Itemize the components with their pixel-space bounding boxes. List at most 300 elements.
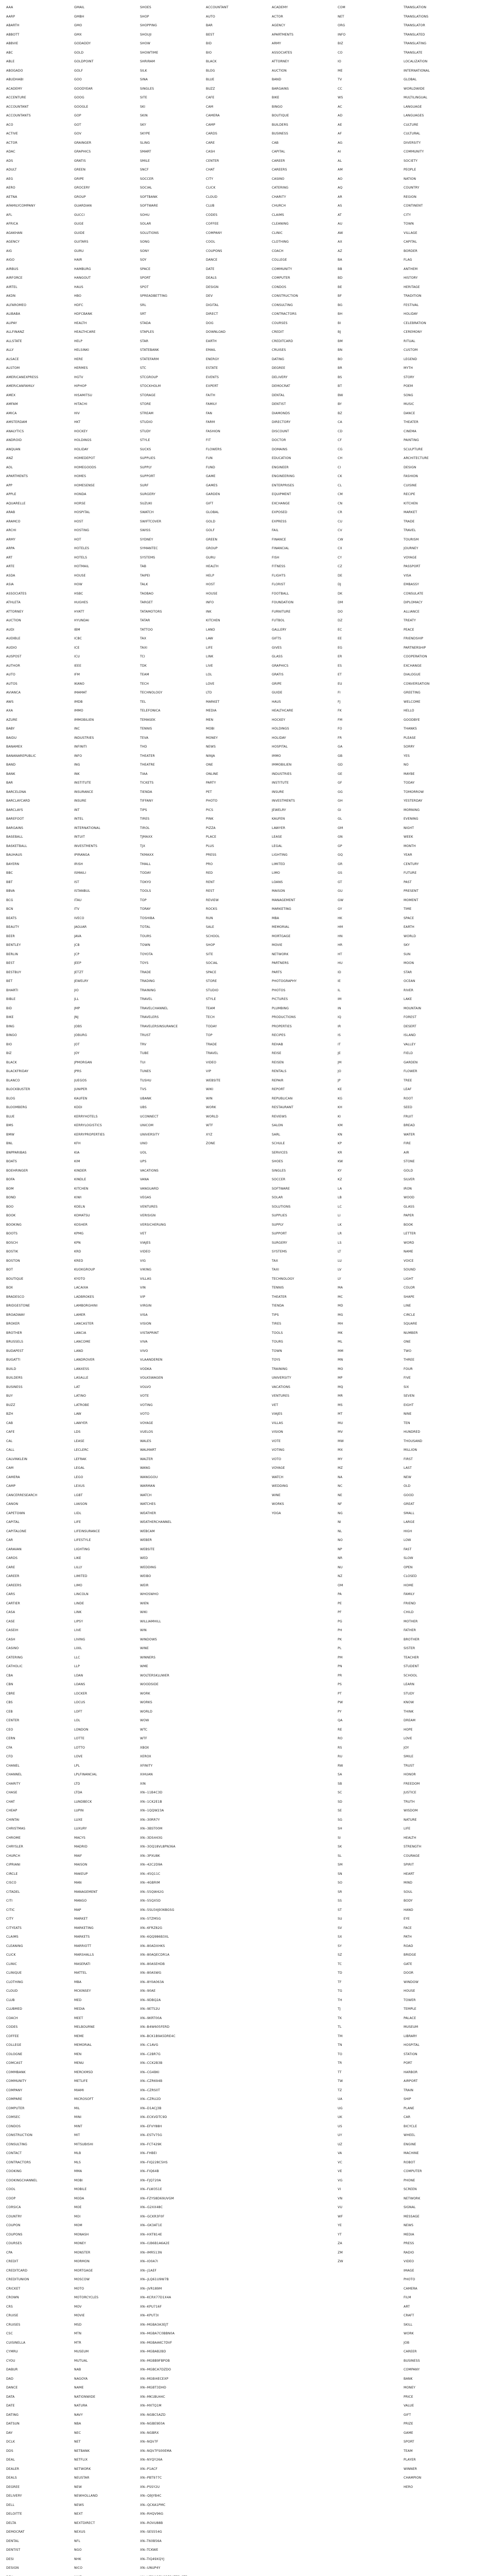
word-cell: STORY <box>404 375 414 379</box>
word-cell <box>272 2510 333 2519</box>
word-cell: COM <box>338 6 345 9</box>
word-cell: EXPERT <box>206 384 219 388</box>
word-cell: CZ <box>338 565 342 568</box>
word-cell: CAPITAL <box>272 150 285 154</box>
word-cell: LONDON <box>74 1727 89 1732</box>
word-cell: NUMBER <box>404 1331 418 1335</box>
word-cell: HOME <box>404 1583 414 1587</box>
word-cell: SURGERY <box>272 1241 287 1245</box>
word-cell <box>206 2501 267 2510</box>
word-cell: CAR <box>6 1538 13 1542</box>
word-cell <box>272 1896 333 1906</box>
word-cell: BOND <box>6 1196 16 1199</box>
word-cell: FURNITURE <box>272 609 291 614</box>
word-cell: AMFAM <box>6 402 18 406</box>
word-cell: JLL <box>74 997 79 1001</box>
word-cell: ENGINEERING <box>272 474 295 478</box>
word-cell: MACYS <box>74 1836 85 1840</box>
word-cell: MAKEUP <box>74 1872 88 1876</box>
word-cell: BNPPARIBAS <box>6 1150 27 1155</box>
word-cell: CARTIER <box>6 1601 20 1605</box>
word-cell: LPLFINANCIAL <box>74 1773 97 1776</box>
word-cell: XYZ <box>206 1132 213 1137</box>
word-cell: CASEIH <box>6 1629 19 1632</box>
word-cell: TECH <box>140 682 149 686</box>
word-cell: LTDA <box>74 1791 82 1794</box>
word-cell: AUTO <box>206 14 215 19</box>
word-cell: XN--P1ACF <box>140 2467 158 2471</box>
word-cell <box>206 1518 267 1527</box>
word-cell <box>338 2564 398 2573</box>
word-cell: VI <box>338 2188 341 2191</box>
word-cell: VERSICHERUNG <box>140 1223 166 1227</box>
word-cell: SLOW <box>404 1556 413 1560</box>
word-cell: VOTING <box>140 1403 153 1407</box>
word-cell: RENT <box>206 880 215 884</box>
word-cell: AMEX <box>6 393 16 397</box>
word-cell <box>272 2546 333 2555</box>
word-cell: RUN <box>206 916 213 920</box>
word-cell: DJ <box>338 583 341 586</box>
word-cell: LIGHTING <box>74 1547 90 1551</box>
word-cell: WME <box>140 1665 148 1668</box>
word-cell: DEMOCRAT <box>272 384 290 388</box>
word-cell: COMMUNITY <box>272 267 292 271</box>
word-cell: VACATIONS <box>140 1168 159 1173</box>
word-cell: THEATER <box>140 754 155 758</box>
word-cell: CAREER <box>6 1574 20 1578</box>
word-cell: AIRBUS <box>6 267 19 271</box>
word-cell: SHOP <box>206 943 215 947</box>
word-cell: CV <box>338 529 342 532</box>
word-cell: XN--FIQ64B <box>140 2170 159 2173</box>
word-cell: XN--45Q11C <box>140 1872 161 1876</box>
word-cell: STCGROUP <box>140 375 158 379</box>
word-cell: VG <box>338 2178 343 2182</box>
word-cell: MEET <box>74 2016 83 2020</box>
word-cell: SL <box>338 1854 342 1858</box>
word-cell: TODAY <box>140 871 151 875</box>
word-cell: DZ <box>338 619 343 622</box>
word-cell: DATING <box>272 357 285 361</box>
word-cell: KP <box>338 1142 342 1145</box>
word-cell: LOVE <box>206 682 215 686</box>
word-cell <box>272 1951 333 1960</box>
word-cell: METLIFE <box>74 2079 88 2083</box>
word-cell: XN--TCKWE <box>140 2548 159 2552</box>
word-cell: SMART <box>140 150 151 154</box>
word-cell: INSURANCE <box>74 790 93 794</box>
word-cell: DIRECT <box>206 312 218 316</box>
word-cell: SOCIETY <box>404 159 418 163</box>
word-cell: KM <box>338 1124 343 1127</box>
word-cell: COFFEE <box>206 222 219 226</box>
word-cell: GRAPHICS <box>74 150 91 154</box>
word-cell: GL <box>338 817 342 821</box>
word-cell: FINANCIAL <box>272 547 289 550</box>
word-cell <box>272 1608 333 1617</box>
word-cell: GURU <box>206 555 216 560</box>
word-cell <box>404 2501 464 2510</box>
word-cell: XN--ESTV75G <box>140 2133 162 2137</box>
word-cell: XN--CG4BKI <box>140 2070 160 2074</box>
word-cell: DO <box>338 609 343 614</box>
word-cell <box>272 2068 333 2077</box>
word-cell: EU <box>338 682 342 686</box>
word-cell: UNIVERSITY <box>140 1132 160 1137</box>
word-cell <box>206 1671 267 1681</box>
word-cell <box>272 1906 333 1915</box>
word-cell: VEGAS <box>140 1196 151 1199</box>
word-cell: MOON <box>404 961 414 965</box>
word-cell: DENTIST <box>6 2548 21 2552</box>
word-cell: BESTBUY <box>6 970 22 974</box>
word-cell: TRAVEL <box>206 1052 218 1055</box>
word-cell: LEAF <box>404 1088 412 1091</box>
word-cell: ANTHEM <box>404 267 418 271</box>
word-cell: INVESTMENTS <box>272 799 295 803</box>
word-cell: MQ <box>338 1385 343 1389</box>
word-cell: VISION <box>140 1322 151 1326</box>
word-cell: STUDENT <box>404 1665 420 1668</box>
word-cell: CBA <box>6 1673 13 1677</box>
word-cell: TRAVELERS <box>140 1015 159 1019</box>
word-cell: PINK <box>206 817 214 821</box>
word-cell: TEAM <box>206 1006 215 1010</box>
word-cell: KERRYPROPERTIES <box>74 1132 105 1137</box>
word-cell: CHINTAI <box>6 1818 20 1822</box>
word-cell: MOV <box>74 2304 82 2309</box>
word-cell <box>272 2555 333 2564</box>
word-cell: BERLIN <box>6 952 18 956</box>
word-cell: CLEANING <box>6 1944 23 1948</box>
word-cell <box>206 1545 267 1554</box>
word-cell: SILK <box>140 69 147 73</box>
word-cell <box>206 1716 267 1725</box>
word-cell <box>338 2293 398 2302</box>
word-cell: MUTUAL <box>74 2359 88 2363</box>
word-cell: JOBS <box>74 1024 82 1028</box>
word-cell: TRANSLATE <box>404 50 423 55</box>
word-cell: HEALTH <box>206 565 219 568</box>
word-cell: LEXUS <box>74 1484 85 1488</box>
word-cell: AKDN <box>6 294 16 298</box>
word-cell: WORLD <box>206 1114 218 1118</box>
word-cell <box>206 1221 267 1230</box>
word-cell: WF <box>338 2214 343 2218</box>
word-cell: TAXI <box>140 646 147 650</box>
word-cell <box>206 2050 267 2059</box>
word-cell <box>338 2401 398 2411</box>
word-cell <box>404 2528 464 2537</box>
word-cell: PIZZA <box>206 826 216 830</box>
word-cell: TF <box>338 1980 342 1984</box>
word-cell: GRIPE <box>272 682 282 686</box>
word-cell: CANON <box>6 1502 19 1506</box>
word-cell: NETWORK <box>74 2467 91 2471</box>
word-cell: BOFA <box>6 1178 15 1181</box>
word-cell: TUI <box>140 1060 146 1064</box>
word-cell: CO <box>338 50 343 55</box>
word-cell: RENTALS <box>272 1070 287 1073</box>
word-cell: ESTATE <box>206 366 218 370</box>
word-cell: TENNIS <box>140 727 152 731</box>
word-cell: ENGINEER <box>272 465 289 469</box>
word-cell: BUILDERS <box>6 1376 23 1380</box>
word-cell: AQUARELLE <box>6 501 26 505</box>
word-cell: HORSE <box>74 501 86 505</box>
word-cell: LACAIXA <box>74 1286 89 1290</box>
word-cell: SOLAR <box>272 1196 283 1199</box>
word-cell: GUGE <box>74 222 84 226</box>
word-cell <box>272 2293 333 2302</box>
word-cell <box>206 1924 267 1933</box>
word-cell: ALSACE <box>6 357 19 361</box>
word-cell: BROADWAY <box>6 1313 25 1317</box>
word-cell: KNOW <box>404 1701 414 1704</box>
word-cell: WEIBO <box>140 1574 151 1578</box>
word-cell: BG <box>338 303 343 307</box>
word-cell: XEROX <box>140 1755 151 1758</box>
word-cell: NET <box>74 2440 81 2444</box>
word-cell: CEO <box>6 1727 13 1732</box>
word-cell: JOY <box>74 1052 80 1055</box>
word-cell: MOMENT <box>404 898 419 902</box>
word-cell: NINE <box>404 1412 412 1416</box>
word-cell: WIEN <box>140 1601 149 1605</box>
word-cell: AUDI <box>6 628 14 632</box>
word-cell: KIM <box>74 1160 80 1163</box>
word-cell: YEAR <box>404 853 412 857</box>
word-cell: HOUSE <box>404 1989 415 1993</box>
word-cell: NO <box>404 763 409 767</box>
word-cell: DATA <box>6 2395 15 2399</box>
word-cell: HYUNDAI <box>74 619 90 622</box>
word-cell: CHAMPION <box>404 2476 422 2480</box>
word-cell: BW <box>338 393 343 397</box>
word-cell: KPMG <box>74 1232 84 1235</box>
word-cell: ISTANBUL <box>74 889 90 893</box>
word-cell: ICBC <box>74 637 82 640</box>
word-cell: HOST <box>74 519 83 523</box>
word-cell: TECHNOLOGY <box>140 691 163 694</box>
word-cell: CERN <box>6 1737 15 1740</box>
word-cell: GIVES <box>272 646 282 650</box>
word-cell: INDUSTRIES <box>74 736 94 740</box>
word-cell: SPACE <box>140 267 151 271</box>
word-cell: DIPLOMACY <box>404 601 423 604</box>
word-cell <box>272 2275 333 2284</box>
word-cell: GUIDE <box>272 691 283 694</box>
word-cell: BROTHER <box>6 1331 22 1335</box>
word-cell <box>206 1536 267 1545</box>
word-cell: CUSTOM <box>404 348 418 352</box>
word-cell: ALLSTATE <box>6 339 22 343</box>
word-cell: ENGINE <box>404 2142 416 2146</box>
word-cell: TIME <box>404 907 412 911</box>
word-cell: DENTAL <box>6 2539 19 2543</box>
word-cell: MESSAGE <box>404 2214 420 2218</box>
word-cell: CITY <box>206 177 214 181</box>
word-cell: VOTING <box>272 1448 285 1452</box>
word-cell <box>272 2032 333 2041</box>
word-cell <box>206 1319 267 1329</box>
word-cell: GOT <box>74 123 81 127</box>
word-cell: ISMAILI <box>74 871 86 875</box>
word-cell: CFA <box>6 1745 12 1750</box>
word-cell: BUILDERS <box>272 123 288 127</box>
word-cell <box>206 1148 267 1158</box>
word-cell: HOSPITAL <box>74 511 90 514</box>
word-cell: EXCHANGE <box>272 501 290 505</box>
word-cell: HEART <box>404 1872 414 1876</box>
word-cell: TRANSLATOR <box>404 24 425 27</box>
word-cell: MOVIE <box>74 2314 85 2317</box>
word-cell: XN--CZRU2D <box>140 2097 161 2101</box>
word-cell: KERRYHOTELS <box>74 1114 98 1118</box>
word-cell: LEGO <box>74 1475 83 1479</box>
word-cell: INFO <box>74 754 82 758</box>
word-cell: DAD <box>6 2377 13 2381</box>
word-cell: KYOTO <box>74 1277 85 1281</box>
word-cell: KI <box>338 1114 341 1118</box>
word-cell: UBANK <box>140 1096 152 1100</box>
word-cell: CONVERSATION <box>404 682 430 686</box>
word-cell: XN--IMR513N <box>140 2250 162 2255</box>
word-cell <box>206 2059 267 2068</box>
word-cell: SD <box>338 1800 342 1804</box>
word-cell: STORE <box>140 402 151 406</box>
word-cell <box>206 1743 267 1753</box>
word-cell <box>272 2113 333 2122</box>
word-cell: TT <box>338 2070 342 2074</box>
word-cell: KRED <box>74 1259 83 1263</box>
word-cell: NFL <box>74 2539 80 2543</box>
word-cell <box>338 2483 398 2492</box>
word-cell: XN--9ET52U <box>140 2007 160 2011</box>
word-cell: MONEY <box>206 736 218 740</box>
word-cell: VOTE <box>272 1439 281 1443</box>
word-cell <box>206 1527 267 1536</box>
word-cell <box>206 1283 267 1293</box>
word-cell: MERCKMSD <box>74 2070 93 2074</box>
word-cell: TWO <box>404 1349 412 1353</box>
word-cell: HBO <box>74 294 81 298</box>
word-cell: BLOG <box>206 69 215 73</box>
word-cell: ER <box>338 655 342 658</box>
word-cell: TRANSLATED <box>404 32 425 37</box>
word-cell: ALIPAY <box>6 321 17 325</box>
word-cell: ST <box>338 1908 342 1912</box>
word-cell <box>272 2284 333 2294</box>
word-cell: FIRST <box>404 1457 413 1461</box>
word-cell: CONDOS <box>6 2124 21 2128</box>
word-cell: ABUDHABI <box>6 78 24 81</box>
word-cell: MAP <box>74 1908 81 1912</box>
word-cell: XN--MGBB9FBPOB <box>140 2359 170 2363</box>
word-cell: DOCTOR <box>272 438 286 442</box>
word-cell: SO <box>338 1881 342 1885</box>
word-cell: BMS <box>6 1124 13 1127</box>
word-cell <box>206 1842 267 1852</box>
word-cell <box>272 2429 333 2438</box>
word-cell <box>140 2573 201 2576</box>
word-cell: MOSCOW <box>74 2278 90 2281</box>
word-cell: TOOLS <box>140 889 151 893</box>
word-cell: AT <box>338 213 342 217</box>
word-cell: BANK <box>404 2377 413 2381</box>
word-cell: BBC <box>6 871 13 875</box>
word-cell: NZ <box>338 1574 343 1578</box>
word-cell <box>206 2393 267 2402</box>
word-cell: SINGLES <box>272 1168 286 1173</box>
word-cell: CAPITALONE <box>6 1529 27 1533</box>
word-cell: FAST <box>404 1547 412 1551</box>
word-cell: CAFE <box>206 96 215 99</box>
word-cell: AEG <box>6 177 13 181</box>
word-cell <box>272 1734 333 1743</box>
word-cell <box>272 1707 333 1717</box>
word-cell: COACH <box>272 249 284 253</box>
word-cell <box>272 1743 333 1753</box>
word-cell: CIRCLE <box>404 1313 415 1317</box>
word-cell <box>206 2573 267 2576</box>
word-cell: ONE <box>206 763 213 767</box>
word-cell <box>272 2023 333 2032</box>
word-cell: LR <box>338 1232 342 1235</box>
word-cell <box>206 1788 267 1798</box>
word-cell: LIFE <box>404 1827 411 1831</box>
word-cell: APPLE <box>6 493 16 496</box>
word-cell <box>206 1554 267 1563</box>
word-cell: CARS <box>6 1592 15 1596</box>
word-cell: CI <box>338 465 341 469</box>
word-cell: COMPANY <box>6 2088 23 2092</box>
word-cell: KIWI <box>74 1196 82 1199</box>
word-cell: NEWS <box>404 2224 413 2227</box>
word-cell: DESI <box>6 2557 14 2561</box>
word-cell: GG <box>338 790 343 794</box>
word-cell: CASH <box>6 1637 15 1641</box>
word-cell: LATINO <box>74 1394 86 1398</box>
word-cell <box>272 1527 333 1536</box>
word-cell: TELEFONICA <box>140 709 161 713</box>
word-cell: XN--5TZM5G <box>140 1917 161 1921</box>
word-cell: MELBOURNE <box>74 2025 95 2029</box>
word-cell: SYSTEMS <box>272 1250 287 1253</box>
word-cell: ISLAND <box>404 1033 416 1037</box>
word-cell: ART <box>6 555 13 560</box>
word-cell: VOYAGE <box>140 1421 153 1425</box>
word-cell: HIGH <box>404 1529 412 1533</box>
word-cell: NGO <box>74 2548 82 2552</box>
word-cell: GLASS <box>272 655 283 658</box>
word-cell <box>206 2185 267 2194</box>
word-cell: HISTORY <box>404 276 418 280</box>
word-cell: CBN <box>6 1683 13 1686</box>
word-cell: KR <box>338 1150 342 1155</box>
word-cell: PW <box>338 1701 343 1704</box>
word-cell: XN--9DBQ2A <box>140 1998 161 2002</box>
word-cell: CENTER <box>206 159 219 163</box>
word-cell <box>206 2104 267 2113</box>
word-cell: REGION <box>404 195 416 199</box>
word-cell: MIT <box>74 2133 80 2137</box>
word-cell: DOWNLOAD <box>206 330 226 334</box>
word-cell: PASSPORT <box>404 565 421 568</box>
word-cell: PEACE <box>404 628 414 632</box>
word-cell: ZA <box>338 2242 342 2245</box>
